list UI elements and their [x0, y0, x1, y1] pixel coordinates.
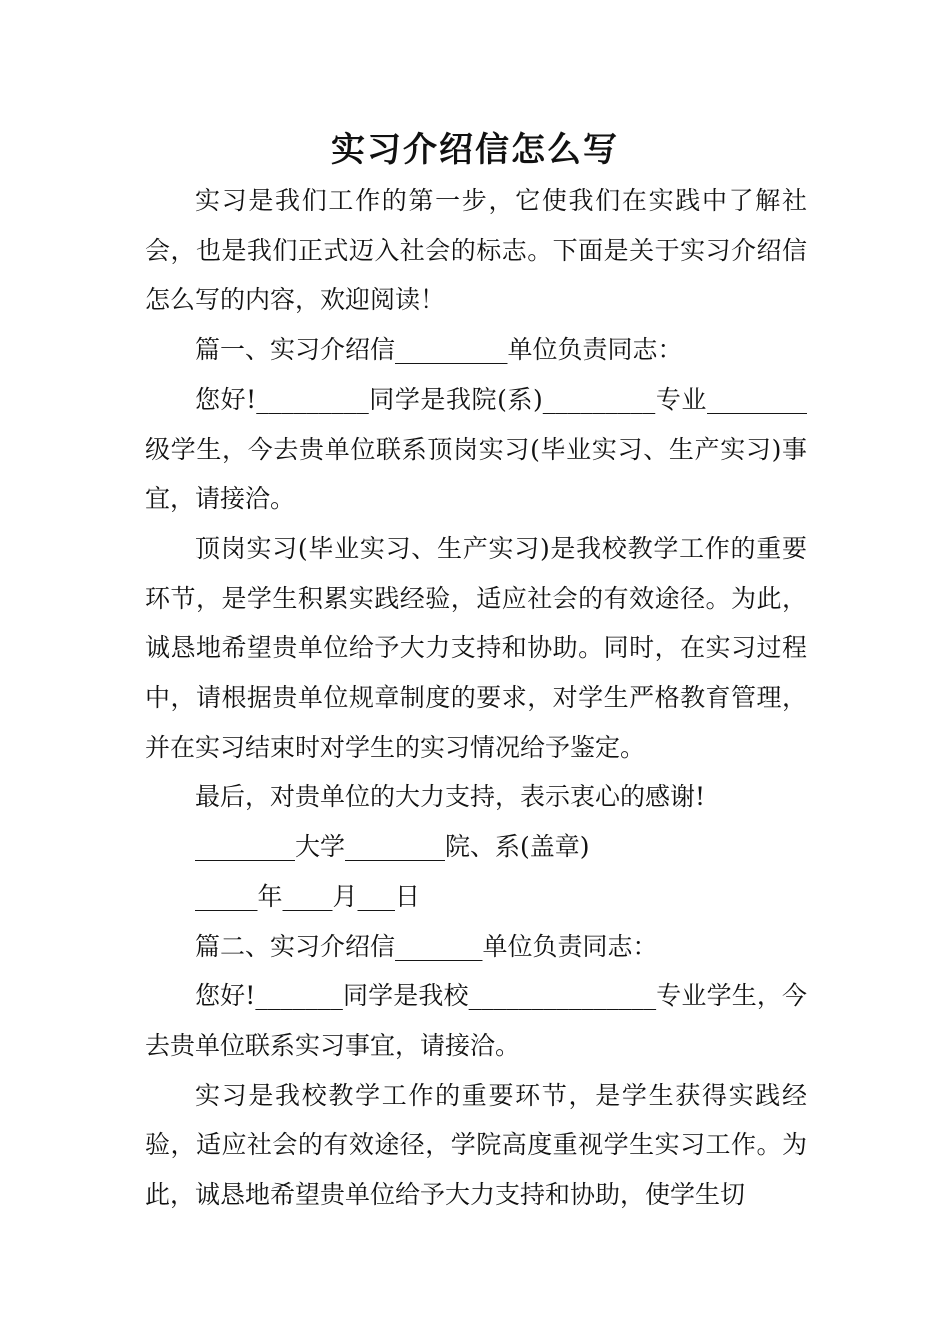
paragraph-letter1-heading: 篇一、实习介绍信_________单位负责同志： — [195, 335, 683, 365]
paragraph-letter2-body: 实习是我校教学工作的重要环节，是学生获得实践经验，适应社会的有效途径，学院高度重视学生实习工作。为此，诚恳地希望贵单位给予大力支持和协助，使学生切 — [145, 1080, 807, 1210]
paragraph-letter1-signature: ________大学________院、系(盖章) — [195, 832, 590, 862]
paragraph-letter1-thanks: 最后，对贵单位的大力支持，表示衷心的感谢! — [195, 782, 706, 812]
document-body — [145, 176, 807, 1220]
paragraph-letter1-greeting: 您好!_________同学是我院(系)_________专业________级学生，今去贵单位联系顶岗实习(毕业实习、生产实习)事宜，请接洽。 — [145, 384, 807, 514]
paragraph-letter1-body: 顶岗实习(毕业实习、生产实习)是我校教学工作的重要环节，是学生积累实践经验，适应社会的有效途径。为此，诚恳地希望贵单位给予大力支持和协助。同时，在实习过程中，请根据贵单位规章制度的要求，对学生严格教育管理，并在实习结束时对学生的实习情况给予鉴定。 — [145, 533, 807, 762]
paragraph-intro: 实习是我们工作的第一步，它使我们在实践中了解社会，也是我们正式迈入社会的标志。下面是关于实习介绍信怎么写的内容，欢迎阅读！ — [145, 186, 807, 315]
paragraph-letter2-heading: 篇二、实习介绍信_______单位负责同志： — [195, 931, 658, 961]
paragraph-letter1-date: _____年____月___日 — [195, 881, 421, 911]
paragraph-letter2-greeting: 您好!_______同学是我校_______________专业学生，今去贵单位联系实习事宜，请接洽。 — [145, 981, 807, 1060]
document-title: 实习介绍信怎么写 — [331, 130, 619, 170]
